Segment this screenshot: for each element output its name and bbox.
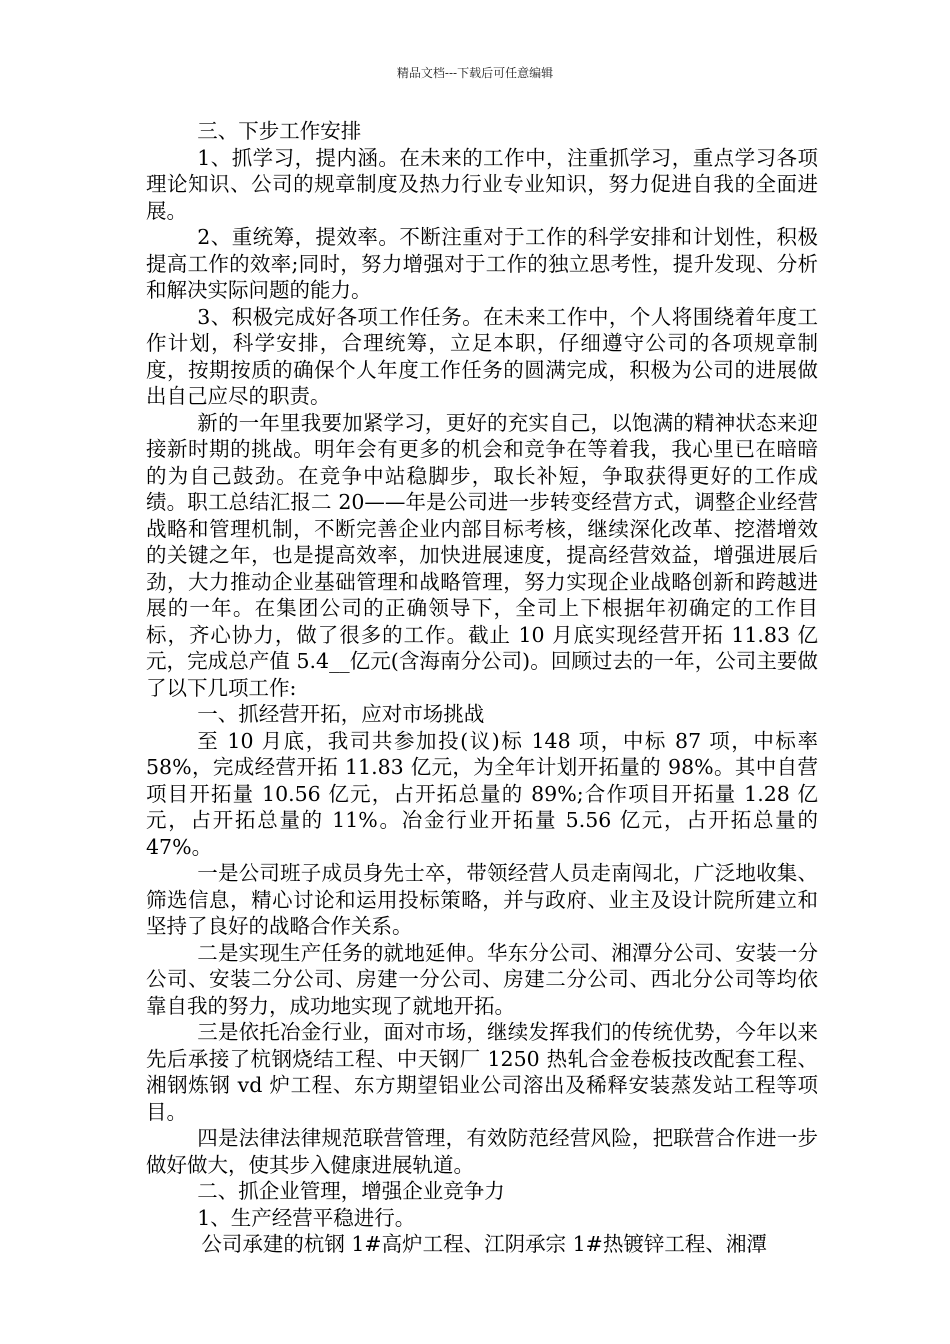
subheading-production: 1、生产经营平稳进行。: [197, 1205, 416, 1230]
section-heading-next-steps: 三、下步工作安排: [197, 119, 362, 143]
paragraph-point-one: 一是公司班子成员身先士卒，带领经营人员走南闯北，广泛地收集、筛选信息，精心讨论和运用投标策略，并与政府、业主及设计院所建立和坚持了良好的战略合作关系。: [146, 861, 818, 938]
paragraph-bidding-stats: 至 10 月底，我司共参加投(议)标 148 项，中标 87 项，中标率 58%，完成经营开拓 11.83 亿元，为全年计划开拓量的 98%。其中自营项目开拓量 10.56 亿元，占开拓总量的 89%;合作项目开拓量 1.28 亿元，占开拓总量的 11%。冶金行业开拓量 5.56 亿元，占开拓总量的 47%。: [146, 728, 818, 859]
paragraph-study: 1、抓学习，提内涵。在未来的工作中，注重抓学习，重点学习各项理论知识、公司的规章制度及热力行业专业知识，努力促进自我的全面进展。: [146, 145, 818, 223]
paragraph-point-four: 四是法律法律规范联营管理，有效防范经营风险，把联营合作进一步做好做大，使其步入健康进展轨道。: [146, 1126, 818, 1177]
paragraph-tasks: 3、积极完成好各项工作任务。在未来工作中，个人将围绕着年度工作计划，科学安排，合理统筹，立足本职，仔细遵守公司的各项规章制度，按期按质的确保个人年度工作任务的圆满完成，积极为公司的进展做出自己应尽的职责。: [146, 304, 818, 408]
page-header: 精品文档---下载后可任意编辑: [396, 66, 554, 80]
section-heading-management: 二、抓企业管理，增强企业竞争力: [197, 1179, 505, 1203]
paragraph-new-year: 新的一年里我要加紧学习，更好的充实自己，以饱满的精神状态来迎接新时期的挑战。明年会有更多的机会和竞争在等着我，我心里已在暗暗的为自己鼓劲。在竞争中站稳脚步，取长补短，争取获得更好的工作成绩。职工总结汇报二 20——年是公司进一步转变经营方式，调整企业经营战略和管理机制，不断完善企业内部目标考核，继续深化改革、挖潜增效的关键之年，也是提高效率，加快进展速度，提高经营效益，增强进展后劲，大力推动企业基础管理和战略管理，努力实现企业战略创新和跨越进展的一年。在集团公司的正确领导下，全司上下根据年初确定的工作目标，齐心协力，做了很多的工作。截止 10 月底实现经营开拓 11.83 亿元，完成总产值 5.4__亿元(含海南分公司)。回顾过去的一年，公司主要做了以下几项工作:: [146, 410, 818, 700]
paragraph-projects: 公司承建的杭钢 1#高炉工程、江阴承宗 1#热镀锌工程、湘潭: [201, 1232, 767, 1256]
paragraph-coordination: 2、重统筹，提效率。不断注重对于工作的科学安排和计划性，积极提高工作的效率;同时，努力增强对于工作的独立思考性，提升发现、分析和解决实际问题的能力。: [146, 225, 818, 302]
paragraph-point-three: 三是依托冶金行业，面对市场，继续发挥我们的传统优势，今年以来先后承接了杭钢烧结工程、中天钢厂 1250 热轧合金卷板技改配套工程、湘钢炼钢 vd 炉工程、东方期望铝业公司溶出及稀释安装蒸发站工程等项目。: [146, 1020, 818, 1124]
section-heading-business-expansion: 一、抓经营开拓，应对市场挑战: [197, 702, 485, 726]
document-body: [146, 118, 818, 1258]
paragraph-point-two: 二是实现生产任务的就地延伸。华东分公司、湘潭分公司、安装一分公司、安装二分公司、房建一分公司、房建二分公司、西北分公司等均依靠自我的努力，成功地实现了就地开拓。: [146, 940, 818, 1018]
